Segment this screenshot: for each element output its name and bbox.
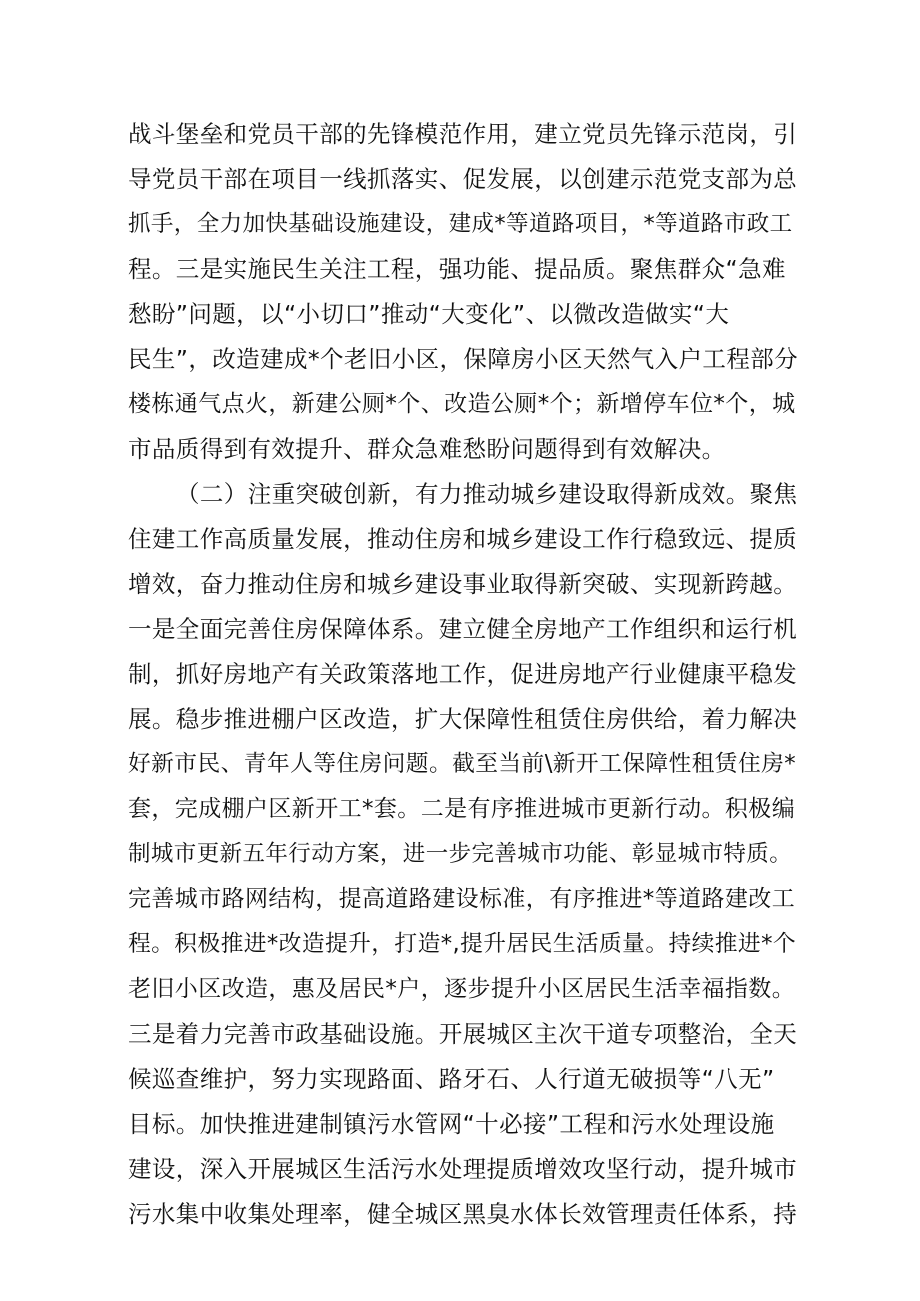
paragraph-line: 愁盼”问题，以“小切口”推动“大变化”、以微改造做实“大 [128,300,730,328]
paragraph-line: 展。稳步推进棚户区改造，扩大保障性租赁住房供给，着力解决 [128,705,798,733]
paragraph-line: 程。积极推进*改造提升，打造*,提升居民生活质量。持续推进*个 [128,931,797,957]
section-heading-line: （二）注重突破创新，有力推动城乡建设取得新成效。聚焦 [176,480,798,508]
paragraph-line: 市品质得到有效提升、群众急难愁盼问题得到有效解决。 [128,435,726,463]
paragraph-line: 三是着力完善市政基础设施。开展城区主次干道专项整治，全天 [128,1020,798,1048]
paragraph-line: 制，抓好房地产有关政策落地工作，促进房地产行业健康平稳发 [128,660,798,688]
paragraph-line: 增效，奋力推动住房和城乡建设事业取得新突破、实现新跨越。 [128,570,798,598]
paragraph-line: 套，完成棚户区新开工*套。二是有序推进城市更新行动。积极编 [128,796,796,822]
paragraph-line: 污水集中收集处理率，健全城区黑臭水体长效管理责任体系，持 [128,1200,798,1228]
paragraph-line: 程。三是实施民生关注工程，强功能、提品质。聚焦群众“急难 [128,255,786,283]
paragraph-line: 制城市更新五年行动方案，进一步完善城市功能、彰显城市特质。 [128,841,793,867]
paragraph-line: 楼栋通气点火，新建公厕*个、改造公厕*个；新增停车位*个，城 [128,391,796,417]
paragraph-line: 一是全面完善住房保障体系。建立健全房地产工作组织和运行机 [128,615,798,643]
paragraph-line: 目标。加快推进建制镇污水管网“十必接”工程和污水处理设施 [128,1110,775,1138]
paragraph-line: 好新市民、青年人等住房问题。截至当前\新开工保障性租赁住房* [128,751,797,777]
paragraph-line: 抓手，全力加快基础设施建设，建成*等道路项目，*等道路市政工 [128,211,793,237]
paragraph-line: 完善城市路网结构，提高道路建设标准，有序推进*等道路建改工 [128,886,796,912]
paragraph-line: 战斗堡垒和党员干部的先锋模范作用，建立党员先锋示范岗，引 [128,120,798,148]
paragraph-line: 候巡查维护，努力实现路面、路牙石、人行道无破损等“八无” [128,1065,775,1093]
paragraph-line: 老旧小区改造，惠及居民*户，逐步提升小区居民生活幸福指数。 [128,976,796,1002]
paragraph-line: 导党员干部在项目一线抓落实、促发展，以创建示范党支部为总 [128,165,798,193]
paragraph-line: 住建工作高质量发展，推动住房和城乡建设工作行稳致远、提质 [128,525,798,553]
paragraph-line: 民生”，改造建成*个老旧小区，保障房小区天然气入户工程部分 [128,345,799,373]
paragraph-line: 建设，深入开展城区生活污水处理提质增效攻坚行动，提升城市 [128,1155,798,1183]
